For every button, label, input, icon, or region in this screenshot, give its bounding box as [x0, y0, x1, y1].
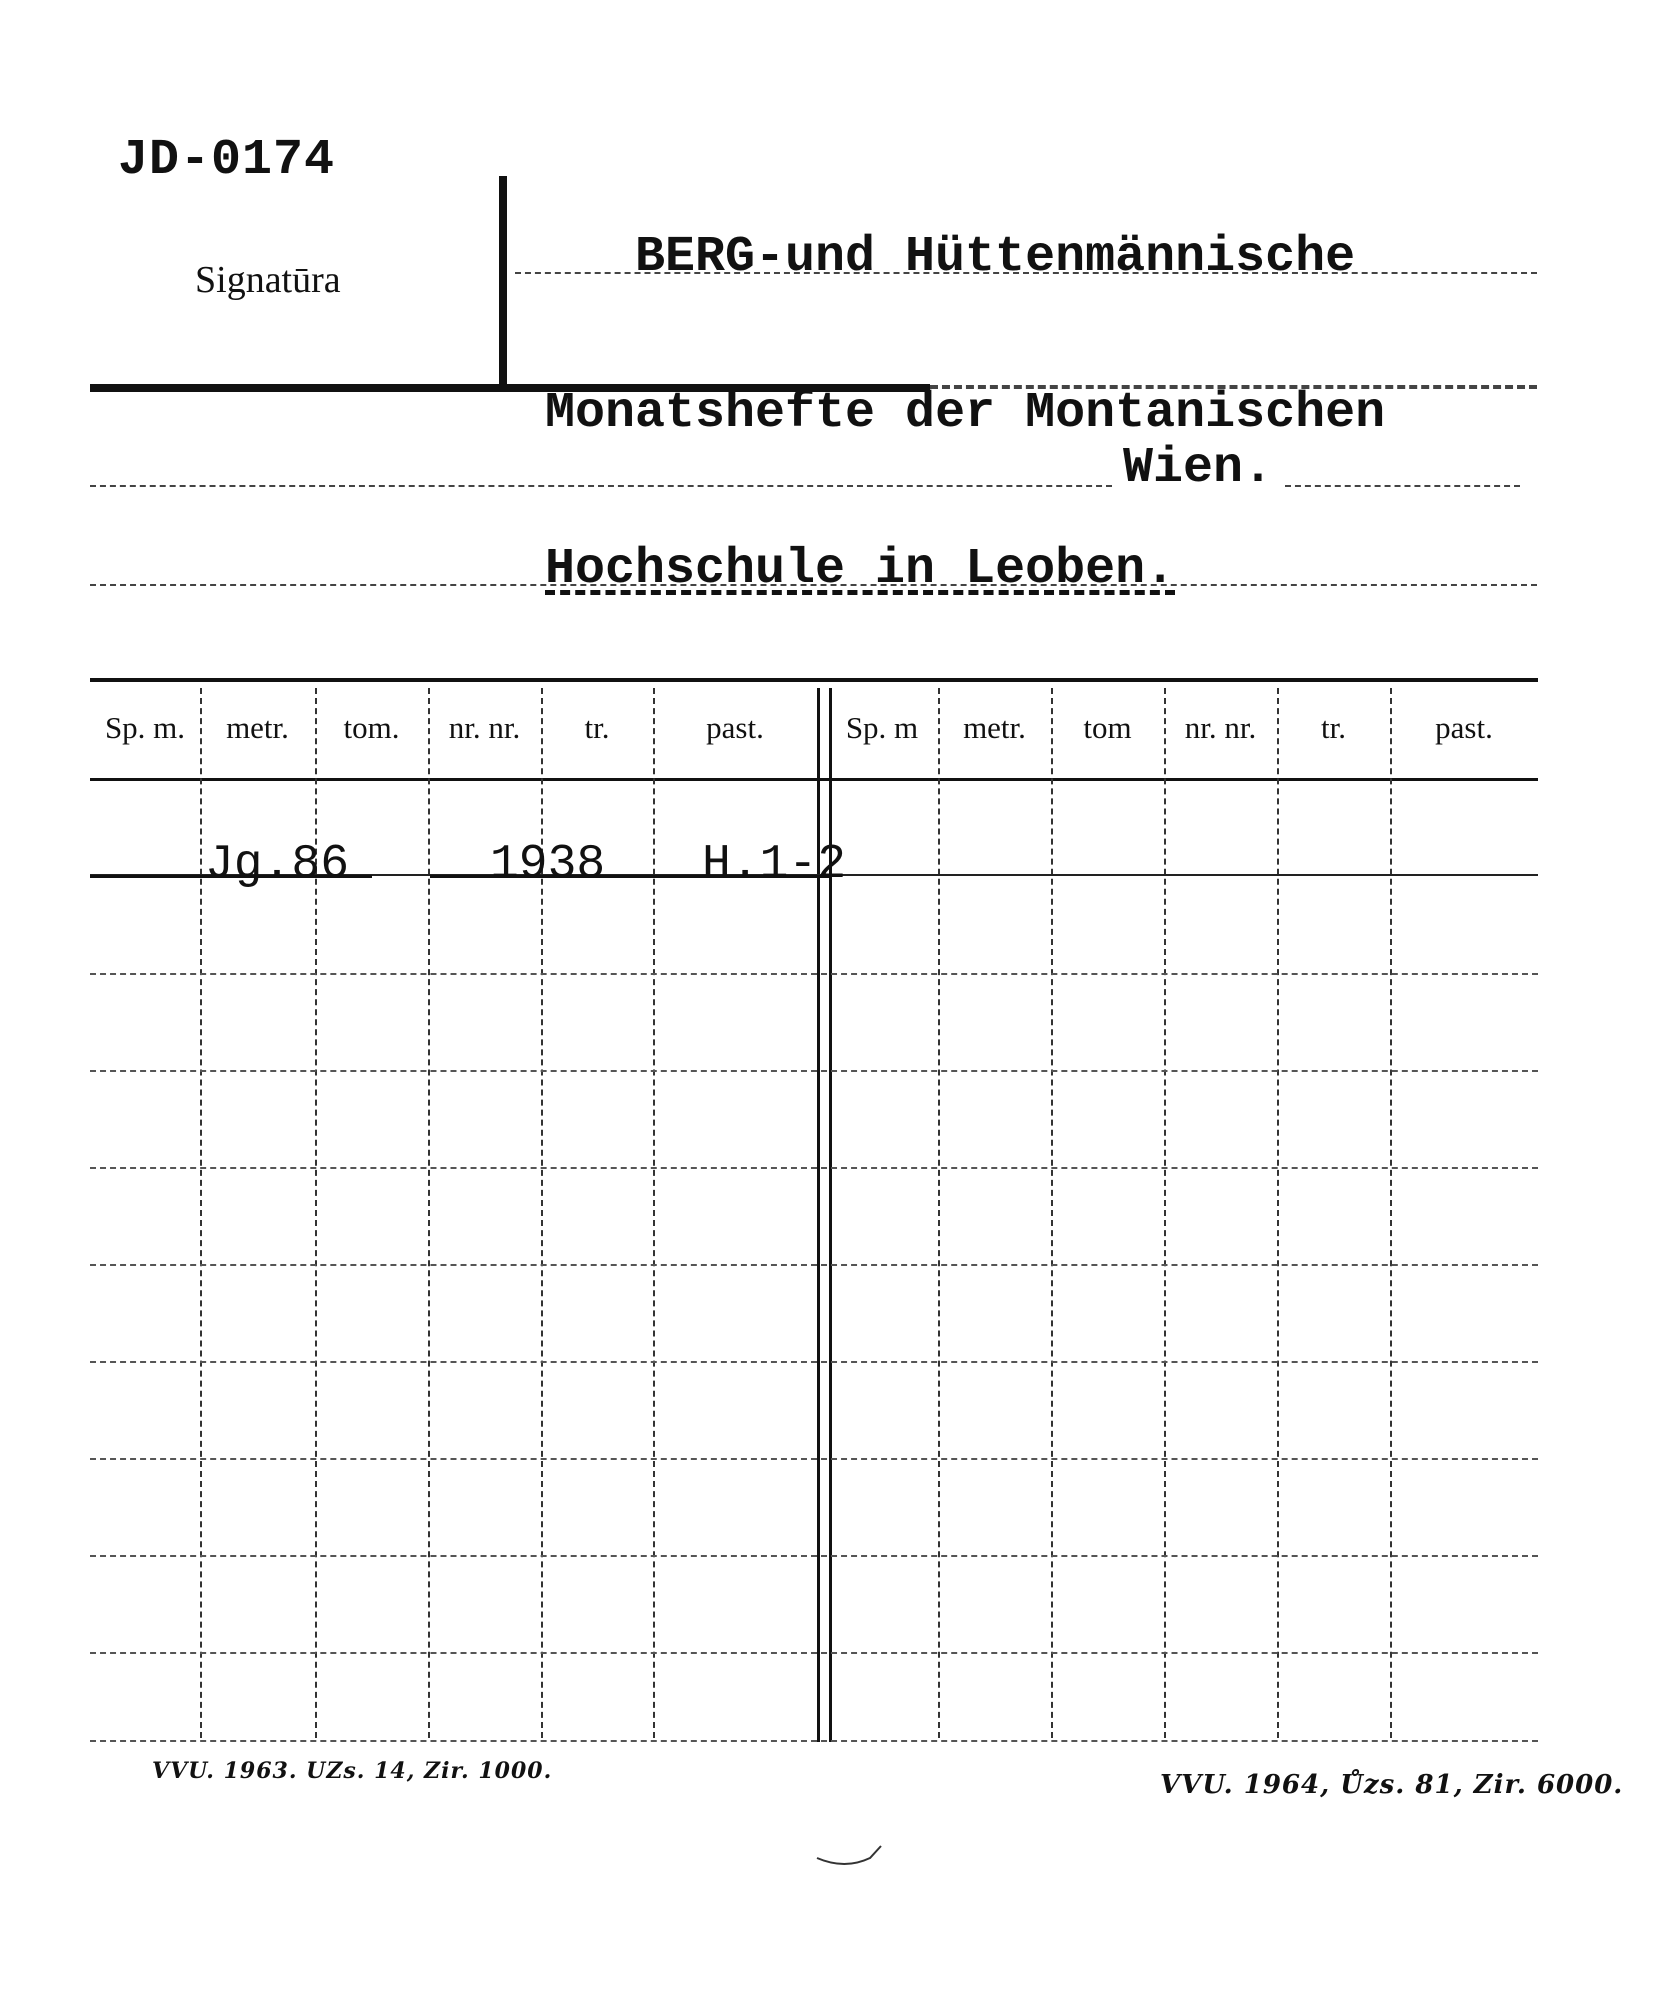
- table-top-rule: [90, 678, 1538, 682]
- header-past-right: past.: [1435, 710, 1493, 745]
- title-line-3: Hochschule in Leoben.: [545, 541, 1176, 598]
- entry-volume: Jg.86: [205, 838, 350, 892]
- row-line: [90, 1167, 1538, 1169]
- column-line: [653, 688, 655, 1738]
- column-line: [428, 688, 430, 1738]
- place-line: [90, 485, 1112, 487]
- entry-year: 1938: [490, 838, 606, 892]
- holdings-table: [90, 678, 1538, 1742]
- header-metr-left: metr.: [226, 710, 289, 745]
- header-past-left: past.: [706, 710, 764, 745]
- header-metr-right: metr.: [963, 710, 1026, 745]
- title-line-2: Monatshefte der Montanischen: [545, 385, 1386, 442]
- header-sp-m-left: Sp. m.: [104, 710, 186, 745]
- column-line: [938, 688, 940, 1738]
- row-line: [90, 1652, 1538, 1654]
- title-underline: [515, 272, 1537, 274]
- note-left: VVU. 1963. UZs. 14, Zir. 1000.: [152, 1758, 553, 1784]
- row-line: [90, 1264, 1538, 1266]
- entry-issues: H.1-2: [702, 838, 847, 892]
- blank-line: [90, 584, 1537, 586]
- row-line: [90, 973, 1538, 975]
- column-line: [200, 688, 202, 1738]
- column-line: [1051, 688, 1053, 1738]
- row-line: [90, 1361, 1538, 1363]
- header-rule-dashed: [930, 385, 1537, 389]
- header-tr-right: tr.: [1321, 710, 1346, 745]
- header-tom-right: tom: [1083, 710, 1132, 745]
- table-bottom-rule: [90, 1740, 1538, 1742]
- place-line-end: [1285, 485, 1520, 487]
- note-right: VVU. 1964, Ůzs. 81, Zir. 6000.: [1160, 1770, 1624, 1800]
- header-nr-left: nr. nr.: [448, 710, 521, 745]
- title-line-1: BERG-und Hüttenmännische: [635, 229, 1356, 286]
- row-line: [90, 1070, 1538, 1072]
- column-line: [1277, 688, 1279, 1738]
- column-line: [1390, 688, 1392, 1738]
- strike-line: [90, 875, 372, 878]
- header-tr-left: tr.: [584, 710, 610, 745]
- header-nr-right: nr. nr.: [1184, 710, 1257, 745]
- row-line: [90, 1555, 1538, 1557]
- strike-line: [430, 875, 830, 878]
- pencil-mark: [815, 1840, 885, 1870]
- signature-code: JD-0174: [118, 132, 336, 189]
- header-divider: [499, 176, 507, 386]
- row-line: [90, 1458, 1538, 1460]
- header-tom-left: tom.: [343, 710, 400, 745]
- place-of-publication: Wien.: [1123, 440, 1274, 497]
- header-rule: [90, 384, 930, 392]
- header-sp-m-right: Sp. m: [845, 710, 919, 745]
- header-bottom-rule: [90, 778, 1538, 781]
- signature-label: Signatūra: [195, 259, 341, 301]
- column-line: [1164, 688, 1166, 1738]
